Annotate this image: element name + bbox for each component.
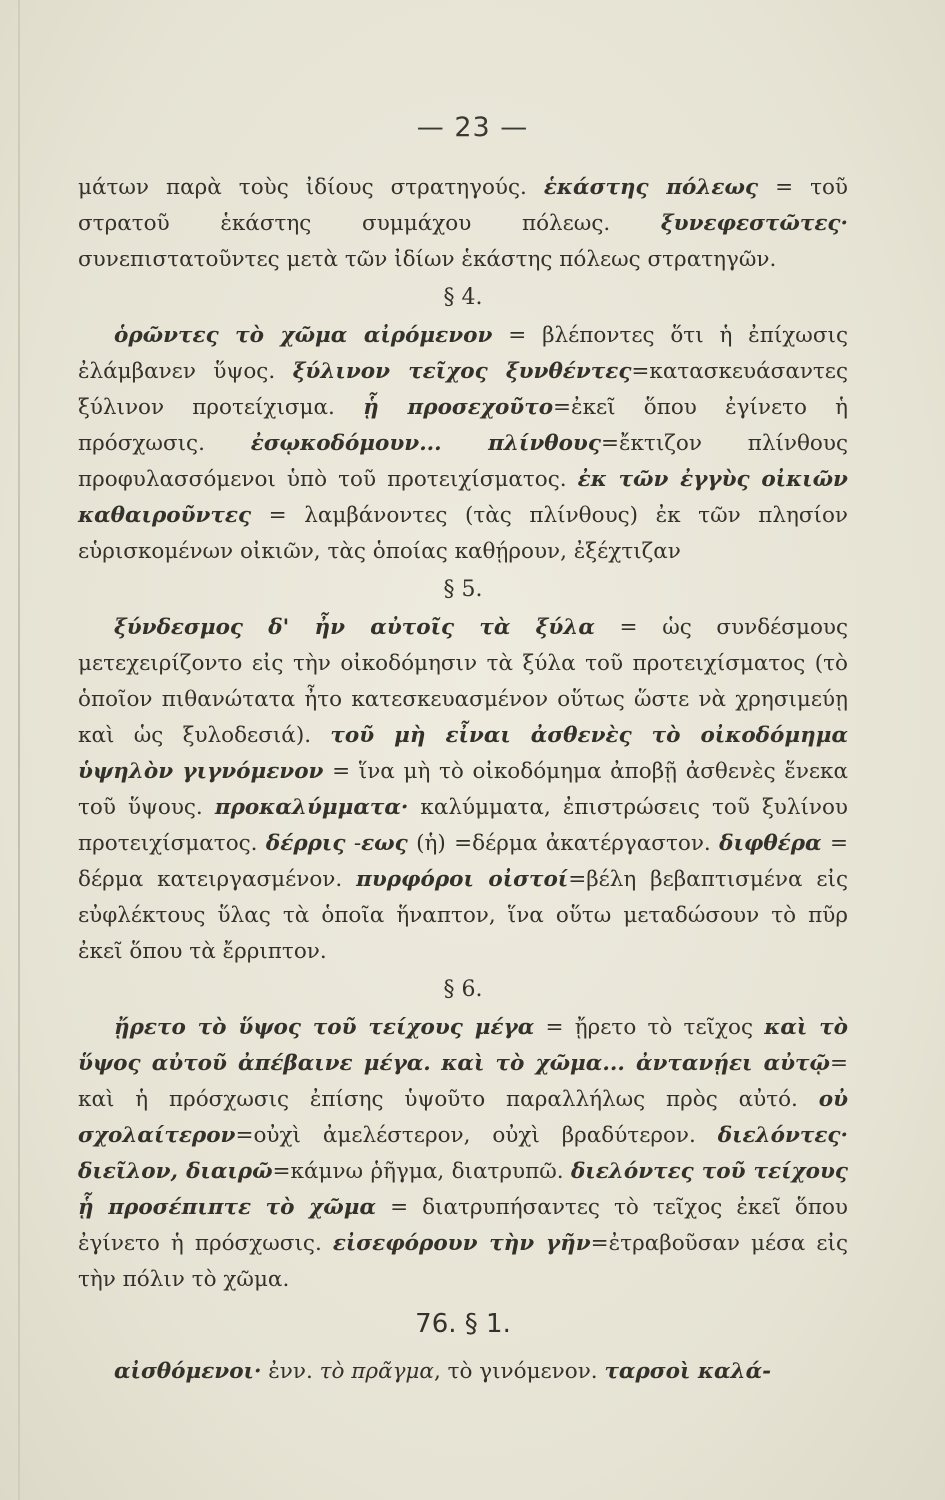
gloss-text: =βέλη βεβαπτισμένα εἰς εὐφλέκτους ὕλας τὰ ὁποῖα ἥναπτον, ἵνα οὕτω μεταδώσουν τὸ πῦρ ἐκεῖ ὅπου τὰ ἔρριπτον. bbox=[78, 867, 849, 964]
page-binding-edge bbox=[18, 0, 20, 1500]
section-heading: § 6. bbox=[443, 977, 483, 1002]
lemma-term: εἰσεφόρουν τὴν γῆν bbox=[332, 1231, 591, 1256]
lemma-term: ξύλινον τεῖχος ξυνθέντες bbox=[292, 359, 632, 384]
lemma-term: ᾔρετο τὸ ὕψος τοῦ τείχους μέγα bbox=[114, 1015, 535, 1040]
gloss-text: = δέρμα κατειργασμένον. bbox=[78, 831, 848, 892]
commentary-paragraph bbox=[78, 318, 848, 570]
gloss-text: , τὸ γινόμενον. bbox=[433, 1359, 605, 1384]
gloss-text: = βλέποντες ὅτι ἡ ἐπίχωσις ἐλάμβανεν ὕψος. bbox=[78, 323, 848, 384]
lemma-term: ὁρῶντες τὸ χῶμα αἰρόμενον bbox=[114, 323, 493, 348]
lemma-term: ἑκάστης πόλεως bbox=[543, 175, 759, 200]
gloss-text: μάτων παρὰ τοὺς ἰδίους στρατηγούς. bbox=[78, 175, 544, 200]
gloss-text: =ἐτραβοῦσαν μέσα εἰς τὴν πόλιν τὸ χῶμα. bbox=[78, 1231, 848, 1292]
lemma-term: ξύνδεσμος δ' ἦν αὐτοῖς τὰ ξύλα bbox=[114, 615, 595, 640]
page-body-text bbox=[78, 170, 848, 1390]
gloss-text: = τοῦ στρατοῦ ἑκάστης συμμάχου πόλεως. bbox=[78, 175, 849, 236]
lemma-term: διελόντες· διεῖλον, διαιρῶ bbox=[78, 1123, 848, 1184]
gloss-text: = λαμβάνοντες (τὰς πλίνθους) ἐκ τῶν πλησίον εὑρισκομένων οἰκιῶν, τὰς ὁποίας καθῄρουν, ἐξέχτιζαν bbox=[78, 503, 848, 564]
gloss-text: - bbox=[345, 831, 362, 856]
lemma-term: ταρσοὶ καλά- bbox=[604, 1359, 772, 1384]
gloss-text: =κατασκευάσαντες ξύλινον προτείχισμα. bbox=[78, 359, 848, 420]
gloss-text: =ἔκτιζον πλίνθους προφυλασσόμενοι ὑπὸ τοῦ προτειχίσματος. bbox=[78, 431, 848, 492]
gloss-text: = ἵνα μὴ τὸ οἰκοδόμημα ἀποβῇ ἀσθενὲς ἕνεκα τοῦ ὕψους. bbox=[78, 759, 849, 820]
gloss-text: = καὶ ἡ πρόσχωσις ἐπίσης ὑψοῦτο παραλλήλως πρὸς αὐτό. bbox=[78, 1051, 848, 1112]
gloss-text: καλύμματα, ἐπιστρώσεις τοῦ ξυλίνου προτειχίσματος. bbox=[78, 795, 848, 856]
lemma-term: προκαλύμματα· bbox=[214, 795, 409, 820]
gloss-text: συνεπιστατοῦντες μετὰ τῶν ἰδίων ἑκάστης πόλεως στρατηγῶν. bbox=[78, 247, 777, 272]
lemma-term: καὶ τὸ ὕψος αὐτοῦ ἀπέβαινε μέγα. bbox=[78, 1015, 849, 1076]
commentary-paragraph bbox=[78, 1010, 848, 1298]
lemma-term: αἰσθόμενοι· bbox=[114, 1359, 262, 1384]
lemma-term: οὐ σχολαίτερον bbox=[78, 1087, 848, 1148]
gloss-text: =κάμνω ῥῆγμα, διατρυπῶ. bbox=[272, 1159, 571, 1184]
lemma-term: ξυνεφεστῶτες· bbox=[660, 211, 848, 236]
lemma-term: ἐκ τῶν ἐγγὺς οἰκιῶν καθαιροῦντες bbox=[78, 467, 848, 528]
gloss-text: = διατρυπήσαντες τὸ τεῖχος ἐκεῖ ὅπου ἐγίνετο ἡ πρόσχωσις. bbox=[78, 1195, 848, 1256]
italic-phrase: τὸ πρᾶγμα bbox=[319, 1359, 434, 1384]
lemma-term: εως bbox=[361, 831, 408, 856]
section-heading: § 4. bbox=[443, 285, 483, 310]
gloss-text: = ὡς συνδέσμους μετεχειρίζοντο εἰς τὴν οἰκοδόμησιν τὰ ξύλα τοῦ προτειχίσματος (τὸ ὁποῖον πιθανώτατα ἦτο κατεσκευασμένον οὕτως ὥστε νὰ χρησιμεύῃ καὶ ὡς ξυλοδεσιά). bbox=[78, 615, 848, 748]
lemma-term: καὶ τὸ χῶμα... ἀντανῄει αὐτῷ bbox=[441, 1051, 830, 1076]
gloss-text: =ἐκεῖ ὅπου ἐγίνετο ἡ πρόσχωσις. bbox=[78, 395, 848, 456]
lemma-term: ᾗ προσεχοῦτο bbox=[363, 395, 554, 420]
lemma-term: τοῦ μὴ εἶναι ἀσθενὲς τὸ οἰκοδόμημα ὑψηλὸν γιγνόμενον bbox=[78, 723, 848, 784]
lemma-term: πυρφόροι οἰστοί bbox=[356, 867, 569, 892]
gloss-text: =οὐχὶ ἀμελέστερον, οὐχὶ βραδύτερον. bbox=[235, 1123, 718, 1148]
lemma-term: διελόντες τοῦ τείχους ᾗ προσέπιπτε τὸ χῶμα bbox=[78, 1159, 848, 1220]
lemma-term: ἐσῳκοδόμουν... πλίνθους bbox=[250, 431, 601, 456]
section-heading: § 5. bbox=[443, 577, 483, 602]
commentary-paragraph bbox=[78, 610, 848, 970]
lemma-term: διφθέρα bbox=[719, 831, 822, 856]
gloss-text: (ἡ) =δέρμα ἀκατέργαστον. bbox=[407, 831, 720, 856]
commentary-paragraph bbox=[78, 170, 848, 278]
page-number: — 23 — bbox=[416, 112, 529, 143]
commentary-paragraph bbox=[78, 1354, 848, 1390]
gloss-text: ἐνν. bbox=[261, 1359, 320, 1384]
lemma-term: δέρρις bbox=[265, 831, 346, 856]
gloss-text bbox=[431, 1051, 442, 1076]
gloss-text: = ᾔρετο τὸ τεῖχος bbox=[534, 1015, 765, 1040]
section-heading: 76. § 1. bbox=[415, 1309, 511, 1339]
